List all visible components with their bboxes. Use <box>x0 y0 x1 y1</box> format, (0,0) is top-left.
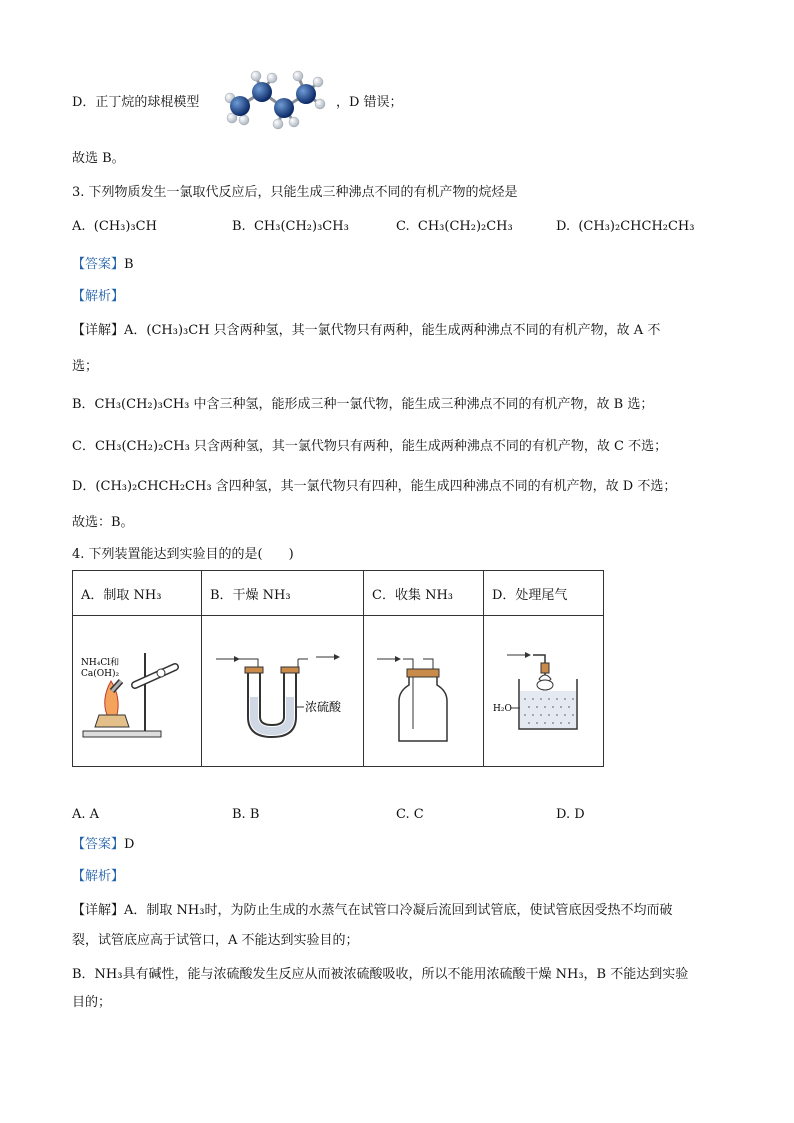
figure-d-water-label: H₂O <box>492 704 512 714</box>
butane-text-suffix: ，D 错误； <box>336 95 403 110</box>
figure-d-beaker-funnel <box>489 619 599 759</box>
q4-option-d: D. D <box>556 807 585 822</box>
q3-conclusion: 故选：B。 <box>72 515 134 530</box>
q4-detail-a-cont: 裂，试管底应高于试管口，A 不能达到实验目的； <box>72 933 359 948</box>
q4-detail-b: B．NH₃具有碱性，能与浓硫酸发生反应从而被浓硫酸吸收，所以不能用浓硫酸干燥 NH₃，B 不能达到实验 <box>72 967 689 982</box>
figure-b-cell <box>202 616 364 767</box>
q4-detail-b-cont: 目的； <box>72 995 112 1010</box>
conclusion-q2: 故选 B。 <box>72 151 125 166</box>
detail-tag: 【详解】 <box>72 323 125 338</box>
header-a: A．制取 NH₃ <box>73 571 202 616</box>
q3-option-c <box>396 218 513 236</box>
q3-option-c-label: C. <box>396 219 410 234</box>
detail-tag: 【详解】 <box>72 903 125 918</box>
q3-detail-a <box>72 322 660 340</box>
q4-option-c: C. C <box>396 807 424 822</box>
figure-a-reagent-label-1: NH₄Cl和 <box>81 658 120 668</box>
q3-analysis-tag <box>72 288 124 306</box>
butane-model-line <box>72 94 199 112</box>
q4-stem: 4. 下列装置能达到实验目的的是( ) <box>72 547 294 562</box>
q3-option-a-text: (CH₃)₃CH <box>93 219 157 234</box>
figure-b-acid-label: 浓硫酸 <box>304 700 341 714</box>
figure-c-cell <box>364 616 484 767</box>
q3-option-a <box>72 218 157 236</box>
q4-answer-value: D <box>124 837 135 852</box>
figure-b-u-tube <box>208 619 358 759</box>
header-c: C．收集 NH₃ <box>364 571 484 616</box>
q3-option-b <box>232 218 349 236</box>
q3-answer <box>72 256 134 274</box>
q4-answer <box>72 836 134 854</box>
q3-option-d-text: (CH₃)₂CHCH₂CH₃ <box>578 219 695 234</box>
q3-detail-a-cont: 选； <box>72 359 99 374</box>
q4-option-a: A. A <box>72 807 100 822</box>
q3-option-a-label: A. <box>72 219 86 234</box>
analysis-tag: 【解析】 <box>72 869 125 884</box>
q3-option-d-label: D. <box>556 219 571 234</box>
header-d: D．处理尾气 <box>484 571 604 616</box>
analysis-tag: 【解析】 <box>72 289 125 304</box>
butane-text-prefix: D．正丁烷的球棍模型 <box>72 95 200 110</box>
q3-stem: 3. 下列物质发生一氯取代反应后，只能生成三种沸点不同的有机产物的烷烃是 <box>72 185 518 200</box>
q3-detail-a-text: A．(CH₃)₃CH 只含两种氢，其一氯代物只有两种，能生成两种沸点不同的有机产物，故 A 不 <box>124 323 661 338</box>
figure-a-heating-apparatus <box>77 619 197 759</box>
q3-answer-value: B <box>124 257 134 272</box>
q4-analysis-tag <box>72 868 124 886</box>
q3-detail-d: D．(CH₃)₂CHCH₂CH₃ 含四种氢，其一氯代物只有四种，能生成四种沸点不同的有机产物，故 D 不选； <box>72 479 677 494</box>
apparatus-table <box>72 570 604 767</box>
butane-ball-stick-model <box>218 66 330 130</box>
answer-tag: 【答案】 <box>72 257 125 272</box>
answer-tag: 【答案】 <box>72 837 125 852</box>
q3-option-b-label: B. <box>232 219 246 234</box>
q3-option-b-text: CH₃(CH₂)₃CH₃ <box>253 219 349 234</box>
q3-option-c-text: CH₃(CH₂)₂CH₃ <box>417 219 513 234</box>
figure-c-collecting-bottle <box>369 619 479 759</box>
figure-d-cell <box>484 616 604 767</box>
figure-a-cell <box>73 616 202 767</box>
q3-detail-c: C．CH₃(CH₂)₂CH₃ 只含两种氢，其一氯代物只有两种，能生成两种沸点不同的有机产物，故 C 不选； <box>72 439 668 454</box>
q3-option-d <box>556 218 694 236</box>
q3-detail-b: B．CH₃(CH₂)₃CH₃ 中含三种氢，能形成三种一氯代物，能生成三种沸点不同的有机产物，故 B 选； <box>72 397 654 412</box>
q4-option-b: B. B <box>232 807 260 822</box>
header-b: B．干燥 NH₃ <box>202 571 364 616</box>
figure-a-reagent-label-2: Ca(OH)₂ <box>81 669 120 679</box>
q4-detail-a <box>72 902 672 920</box>
q4-detail-a-text: A．制取 NH₃时，为防止生成的水蒸气在试管口冷凝后流回到试管底，使试管底因受热不均而破 <box>124 903 673 918</box>
